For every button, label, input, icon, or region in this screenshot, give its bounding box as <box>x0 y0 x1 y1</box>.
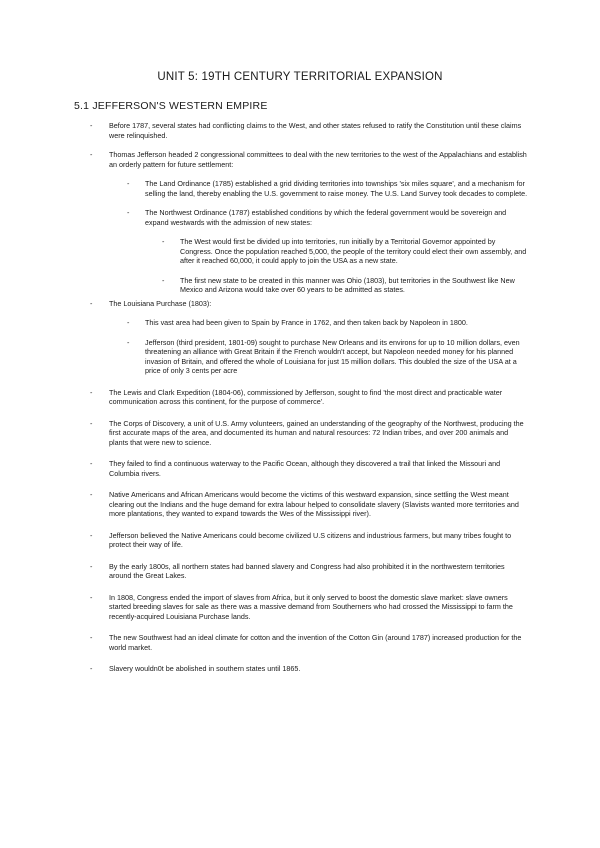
list-item <box>90 299 528 309</box>
bullet-dash: - <box>90 121 93 130</box>
list-item <box>90 562 528 581</box>
list-item <box>90 318 528 328</box>
bullet-dash: - <box>162 275 165 285</box>
bullet-list <box>90 121 528 674</box>
list-item <box>90 459 528 478</box>
list-item-text: This vast area had been given to Spain by France in 1762, and then taken back by Napoleon in 1800. <box>145 318 468 327</box>
list-item-text: The new Southwest had an ideal climate for cotton and the invention of the Cotton Gin (around 1787) increased production for the world market. <box>109 633 522 652</box>
list-item <box>90 237 528 266</box>
list-item-text: The Louisiana Purchase (1803): <box>109 298 212 308</box>
section-heading: 5.1 JEFFERSON'S WESTERN EMPIRE <box>74 100 268 112</box>
list-item <box>90 633 528 652</box>
list-item <box>90 179 528 198</box>
list-item-text: The first new state to be created in this manner was Ohio (1803), but territories in the Southwest like New Mexico and Arizona would take over 60 years to be admitted as states. <box>180 275 515 294</box>
list-item-text: They failed to find a continuous waterway to the Pacific Ocean, although they discovered a trail that linked the Missouri and Columbia rivers. <box>109 459 501 478</box>
list-item-text: Slavery wouldn0t be abolished in southern states until 1865. <box>109 664 301 673</box>
bullet-dash: - <box>127 179 130 188</box>
bullet-dash: - <box>90 490 93 499</box>
list-item <box>90 150 528 169</box>
list-item-text: Thomas Jefferson headed 2 congressional committees to deal with the new territories to the west of the Appalachians and establish an orderly pattern for future settlement: <box>109 150 527 169</box>
list-item-text: In 1808, Congress ended the import of slaves from Africa, but it only served to boost the domestic slave market: slave owners started breeding slaves for sale as there was a massive demand from Southerners who had crossed the Mississippi to farm the recently-acquired Louisiana Purchase lands. <box>109 592 513 621</box>
list-item-text: The Lewis and Clark Expedition (1804-06), commissioned by Jefferson, sought to find 'the most direct and practicable water communication across this continent, for the purpose of commerce'. <box>109 387 503 406</box>
bullet-dash: - <box>90 592 93 602</box>
list-item <box>90 208 528 227</box>
list-item <box>90 276 528 295</box>
bullet-dash: - <box>90 633 93 642</box>
list-item <box>90 338 528 376</box>
list-item-text: By the early 1800s, all northern states had banned slavery and Congress had also prohibited it in the northwestern territories around the Great Lakes. <box>109 561 505 580</box>
page-title: UNIT 5: 19TH CENTURY TERRITORIAL EXPANSION <box>157 71 443 83</box>
list-item <box>90 388 528 407</box>
bullet-dash: - <box>90 150 93 159</box>
list-item <box>90 531 528 550</box>
bullet-dash: - <box>90 387 93 397</box>
list-item-text: The Northwest Ordinance (1787) established conditions by which the federal government would be sovereign and expand westwards with the admission of new states: <box>145 208 507 227</box>
bullet-dash: - <box>90 561 93 571</box>
list-item <box>90 490 528 519</box>
bullet-dash: - <box>90 418 93 428</box>
list-item <box>90 664 528 674</box>
bullet-dash: - <box>127 318 130 327</box>
list-item-text: Before 1787, several states had conflicting claims to the West, and other states refused to ratify the Constitution until these claims were relinquished. <box>109 121 522 140</box>
list-item <box>90 419 528 448</box>
list-item-text: The West would first be divided up into territories, run initially by a Territorial Governor appointed by Congress. Once the population reached 5,000, the people of the territory could elect their own assembly, and after it reached 60,000, it could apply to join the USA as a new state. <box>180 237 527 265</box>
list-item <box>90 121 528 140</box>
list-item-text: The Land Ordinance (1785) established a grid dividing territories into townships 'six miles square', and a mechanism for selling the land, thereby enabling the U.S. government to raise money. The U.S. Land Survey took decades to complete. <box>145 179 528 198</box>
list-item-text: Jefferson (third president, 1801-09) sought to purchase New Orleans and its environs for up to 10 million dollars, even threatening an alliance with Great Britain if the French wouldn't accept, but Napoleon needed money for his planned invasion of Britain, and offered the whole of Louisiana for just 15 million dollars. This doubled the size of the USA at a price of only 3 cents per acre <box>145 337 520 375</box>
bullet-dash: - <box>90 298 93 308</box>
list-item <box>90 593 528 622</box>
list-item-text: The Corps of Discovery, a unit of U.S. Army volunteers, gained an understanding of the geography of the Northwest, producing the first accurate maps of the area, and documented its human and natural resources: 72 Indian tribes, and over 200 animals and plants that were new to science. <box>109 418 524 447</box>
bullet-dash: - <box>90 530 93 540</box>
bullet-dash: - <box>127 208 130 217</box>
list-item-text: Jefferson believed the Native Americans could become civilized U.S citizens and industrious farmers, but many tribes fought to protect their way of life. <box>109 530 512 549</box>
list-item-text: Native Americans and African Americans would become the victims of this westward expansion, since settling the West meant clearing out the Indians and the huge demand for extra labour helped to consolidate slavery (Slavists wanted more territories and more plantations, they wanted to expand towards the Wes of the Mississippi river). <box>109 490 519 518</box>
bullet-dash: - <box>127 337 130 347</box>
bullet-dash: - <box>90 664 93 673</box>
bullet-dash: - <box>162 237 165 246</box>
bullet-dash: - <box>90 459 93 468</box>
